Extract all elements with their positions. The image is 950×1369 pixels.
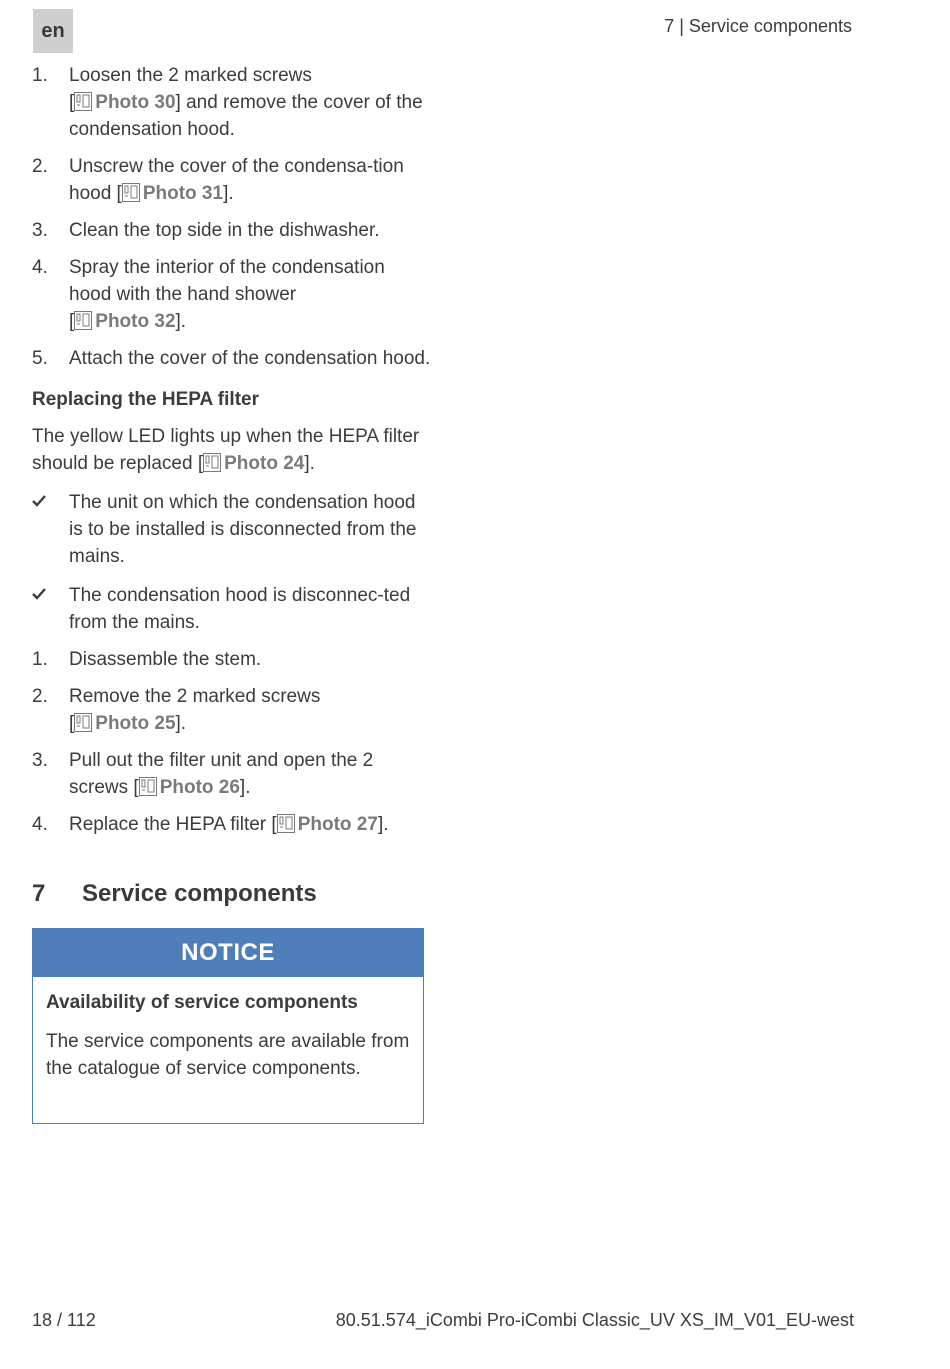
photo-icon <box>74 92 92 111</box>
checkmark-icon <box>32 495 46 507</box>
step-number: 1. <box>32 65 48 86</box>
running-header: 7 | Service components <box>664 16 852 36</box>
photo-ref-label: Photo 31 <box>142 183 224 204</box>
photo-link[interactable] <box>74 713 175 734</box>
step-number: 2. <box>32 156 48 177</box>
photo-icon <box>277 814 295 833</box>
list-item <box>32 811 432 838</box>
bracket: [ <box>69 713 75 734</box>
photo-ref-label: Photo 24 <box>224 453 305 474</box>
intro-text: The yellow LED lights up when the HEPA filter should be replaced [ <box>32 426 420 474</box>
step-text-tail: ]. <box>223 183 234 204</box>
step-text: Attach the cover of the condensation hood. <box>69 348 431 369</box>
step-text: Spray the interior of the condensation hood with the hand shower <box>69 257 385 305</box>
list-item <box>32 646 432 673</box>
photo-ref-label: Photo 27 <box>297 814 378 835</box>
section-number: 7 <box>32 880 46 907</box>
list-item <box>32 683 432 737</box>
precondition-text: The condensation hood is disconnec-ted from the mains. <box>69 585 411 633</box>
step-text: Remove the 2 marked screws <box>69 686 321 707</box>
notice-label: NOTICE <box>33 929 423 977</box>
list-item <box>32 153 432 207</box>
photo-icon <box>74 713 92 732</box>
list-item <box>32 254 432 335</box>
precondition-text: The unit on which the condensation hood is to be installed is disconnected from the mains. <box>69 492 417 567</box>
step-text: Clean the top side in the dishwasher. <box>69 220 380 241</box>
step-text-tail: ]. <box>377 814 389 835</box>
step-text: Pull out the filter unit and open the 2 screws [ <box>69 750 374 798</box>
step-number: 4. <box>32 814 48 835</box>
photo-icon <box>139 777 157 796</box>
list-item <box>32 217 432 244</box>
precondition-item <box>32 489 432 570</box>
list-item <box>32 62 432 143</box>
precondition-item <box>32 582 432 636</box>
step-text-tail: ]. <box>239 777 251 798</box>
photo-link[interactable] <box>122 183 223 204</box>
notice-text: The service components are available from the catalogue of service components. <box>46 1031 410 1079</box>
photo-ref-label: Photo 26 <box>159 777 240 798</box>
language-badge: en <box>33 9 73 53</box>
photo-link[interactable] <box>277 814 378 835</box>
photo-icon <box>122 183 140 202</box>
step-text: Unscrew the cover of the condensa-tion hood [ <box>69 156 404 204</box>
checkmark-icon <box>32 588 46 600</box>
content-column <box>32 62 432 838</box>
section-title: Service components <box>82 880 317 907</box>
step-number: 3. <box>32 750 48 771</box>
photo-link[interactable] <box>139 777 240 798</box>
photo-link[interactable] <box>203 453 304 474</box>
subsection-heading: Replacing the HEPA filter <box>32 389 259 410</box>
bracket: [ <box>69 92 75 113</box>
photo-icon <box>203 453 221 472</box>
step-text-tail: ] and remove the cover of the condensation hood. <box>69 92 423 140</box>
step-number: 1. <box>32 649 48 670</box>
notice-title: Availability of service components <box>46 992 358 1013</box>
document-id: 80.51.574_iCombi Pro-iCombi Classic_UV XS_IM_V01_EU-west <box>335 1310 854 1330</box>
photo-ref-label: Photo 25 <box>95 713 176 734</box>
bracket: [ <box>69 311 75 332</box>
step-text-tail: ]. <box>175 311 187 332</box>
notice-body <box>33 977 423 1094</box>
intro-text-tail: ]. <box>304 453 315 474</box>
step-text: Loosen the 2 marked screws <box>69 65 312 86</box>
photo-link[interactable] <box>74 92 175 113</box>
step-text-tail: ]. <box>175 713 187 734</box>
list-item <box>32 345 432 372</box>
intro-paragraph <box>32 423 432 477</box>
photo-ref-label: Photo 32 <box>95 311 176 332</box>
page-number: 18 / 112 <box>32 1310 96 1330</box>
photo-ref-label: Photo 30 <box>95 92 176 113</box>
step-number: 5. <box>32 348 48 369</box>
step-number: 3. <box>32 220 48 241</box>
step-number: 4. <box>32 257 48 278</box>
step-number: 2. <box>32 686 48 707</box>
list-item <box>32 747 432 801</box>
photo-link[interactable] <box>74 311 175 332</box>
section-heading <box>32 880 317 908</box>
notice-box <box>32 928 424 1124</box>
step-text: Disassemble the stem. <box>69 649 262 670</box>
step-text: Replace the HEPA filter [ <box>69 814 277 835</box>
photo-icon <box>74 311 92 330</box>
